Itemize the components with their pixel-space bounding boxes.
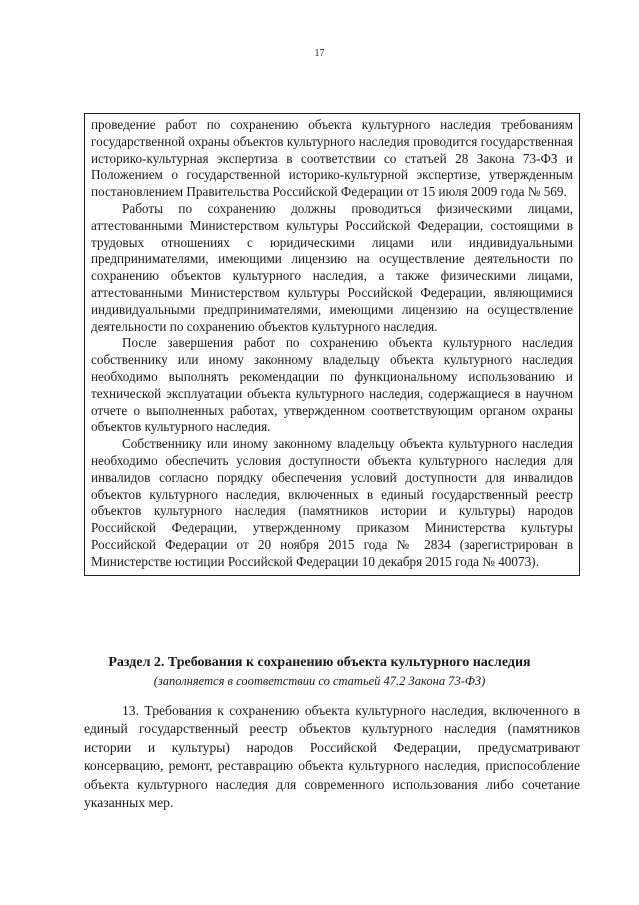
section-subtitle: (заполняется в соответствии со статьей 47.2 Закона 73-ФЗ): [153, 674, 486, 688]
box-paragraph-1: проведение работ по сохранению объекта культурного наследия требованиям государственной охраны объектов культурного наследия проводится государственная историко-культурная экспертиза в соответствии со статьей 28 Закона 73-ФЗ и Положением о государственной историко-культурной экспертизе, утвержденным постановлением Правительства Российской Федерации от 15 июля 2009 года № 569.: [91, 117, 573, 200]
section-title: Раздел 2. Требования к сохранению объекта культурного наследия: [108, 655, 531, 670]
section-body: [84, 702, 580, 812]
box-paragraph-3: После завершения работ по сохранению объекта культурного наследия собственнику или иному законному владельцу объекта культурного наследия необходимо выполнять рекомендации по функциональному использованию и технической эксплуатации объекта культурного наследия, содержащиеся в научном отчете о выполненных работах, утвержденном соответствующим органом охраны объектов культурного наследия.: [91, 335, 573, 435]
body-paragraph-13: 13. Требования к сохранению объекта культурного наследия, включенного в единый государственный реестр объектов культурного наследия (памятников истории и культуры) народов Российской Федерации, предусматривают консервацию, ремонт, реставрацию объекта культурного наследия, приспособление объекта культурного наследия для современного использования либо сочетание указанных мер.: [84, 703, 580, 811]
box-paragraph-2: Работы по сохранению должны проводиться физическими лицами, аттестованными Министерством культуры Российской Федерации, состоящими в трудовых отношениях с юридическими лицами или индивидуальными предпринимателями, имеющими лицензию на осуществление деятельности по сохранению объектов культурного наследия, а также физическими лицами, аттестованными Министерством культуры Российской Федерации, являющимися индивидуальными предпринимателями, имеющими лицензию на осуществление деятельности по сохранению объектов культурного наследия.: [91, 200, 573, 334]
box-paragraph-4: Собственнику или иному законному владельцу объекта культурного наследия необходимо обеспечить условия доступности объекта культурного наследия для инвалидов согласно порядку обеспечения условий доступности для инвалидов объектов культурного наследия, включенных в единый государственный реестр объектов культурного наследия (памятников истории и культуры) народов Российской Федерации, утвержденному приказом Министерства культуры Российской Федерации от 20 ноября 2015 года № 2834 (зарегистрирован в Министерстве юстиции Российской Федерации 10 декабря 2015 года № 40073).: [91, 436, 573, 569]
page-number: 17: [314, 48, 325, 59]
bordered-text-box: [84, 113, 580, 576]
